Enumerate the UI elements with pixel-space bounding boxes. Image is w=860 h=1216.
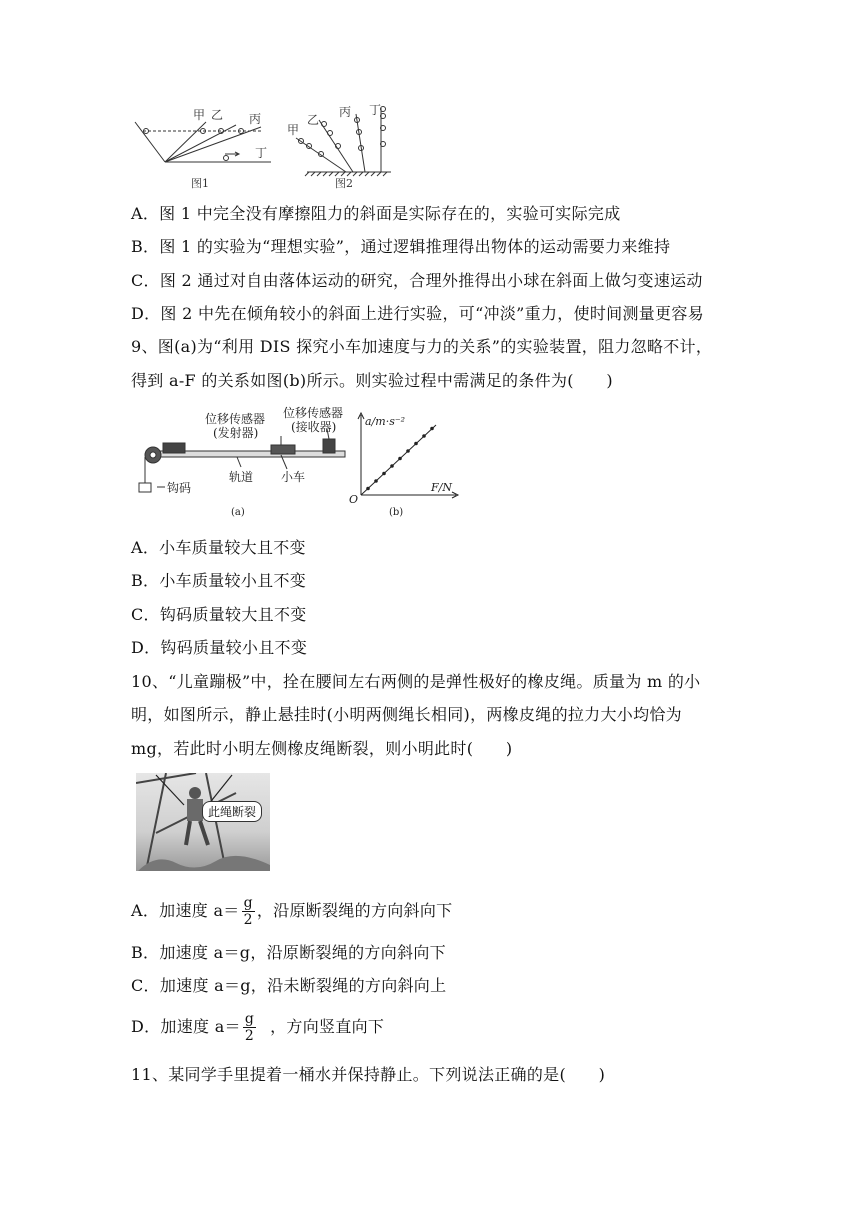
- graph-origin: O: [349, 493, 359, 506]
- fig2-label-ding: 丁: [369, 103, 382, 117]
- q8-option-d: D．图 2 中先在倾角较小的斜面上进行实验，可“冲淡”重力，使时间测量更容易: [131, 304, 704, 323]
- q9-option-d: D．钩码质量较小且不变: [131, 638, 308, 657]
- fraction-g-over-2: [242, 895, 255, 928]
- broken-rope-callout: 此绳断裂: [202, 801, 262, 822]
- fig1-label-bing: 丙: [249, 112, 262, 126]
- q8-option-a: A．图 1 中完全没有摩擦阻力的斜面是实际存在的，实验可实际完成: [131, 204, 621, 223]
- fraction-g-over-2: [243, 1011, 256, 1044]
- graph-y-label: a/m·s⁻²: [365, 415, 406, 428]
- fig1-caption: 图1: [191, 177, 209, 190]
- fraction-denominator: 2: [243, 912, 253, 928]
- figure-1: [135, 122, 271, 162]
- fig2-label-jia: 甲: [287, 123, 300, 137]
- hook-weight-label: 钩码: [167, 481, 192, 495]
- fig2-caption: 图2: [335, 177, 353, 190]
- q11-stem: 11、某同学手里提着一桶水并保持静止。下列说法正确的是( ): [131, 1065, 606, 1084]
- fig2-label-bing: 丙: [339, 105, 352, 119]
- q9-stem-line2: 得到 a-F 的关系如图(b)所示。则实验过程中需满足的条件为( ): [131, 371, 613, 390]
- q10-stem-line2: 明，如图所示，静止悬挂时(小明两侧绳长相同)，两橡皮绳的拉力大小均恰为: [131, 705, 682, 724]
- q10-option-c: C．加速度 a＝g，沿未断裂绳的方向斜向上: [131, 976, 447, 995]
- q9-figure: [131, 405, 461, 523]
- graph-x-label: F/N: [431, 481, 452, 494]
- caption-a: (a): [231, 507, 245, 518]
- q9-option-c: C．钩码质量较大且不变: [131, 605, 307, 624]
- fig1-label-yi: 乙: [211, 108, 224, 122]
- fraction-numerator: g: [243, 895, 253, 911]
- fig1-label-jia: 甲: [193, 108, 206, 122]
- q9-stem-line1: 9、图(a)为“利用 DIS 探究小车加速度与力的关系”的实验装置，阻力忽略不计，: [131, 337, 713, 356]
- q10-option-d-suffix: ，方向竖直向下: [270, 1017, 385, 1036]
- fraction-denominator: 2: [244, 1028, 255, 1044]
- fraction-numerator: g: [244, 1011, 255, 1027]
- sensor-emitter-label: 位移传感器: [205, 412, 266, 426]
- q10-option-b: B．加速度 a＝g，沿原断裂绳的方向斜向下: [131, 943, 446, 962]
- q8-option-b: B．图 1 的实验为“理想实验”，通过逻辑推理得出物体的运动需要力来维持: [131, 237, 671, 256]
- sensor-emitter-sub: (发射器): [213, 426, 259, 440]
- q10-option-a-prefix: A．加速度 a＝: [131, 901, 240, 920]
- galileo-figures: [131, 100, 401, 192]
- caption-b: (b): [389, 507, 404, 518]
- track-label: 轨道: [229, 470, 254, 484]
- q10-option-d-prefix: D．加速度 a＝: [131, 1017, 241, 1036]
- fig1-label-ding: 丁: [255, 146, 268, 160]
- q10-stem-line1: 10、“儿童蹦极”中，拴在腰间左右两侧的是弹性极好的橡皮绳。质量为 m 的小: [131, 672, 701, 691]
- q9-option-b: B．小车质量较小且不变: [131, 571, 307, 590]
- fig2-label-yi: 乙: [307, 113, 320, 127]
- cart-label: 小车: [281, 470, 306, 484]
- q10-option-a: [131, 892, 452, 930]
- q10-stem-line3: mg，若此时小明左侧橡皮绳断裂，则小明此时( ): [131, 739, 513, 758]
- sensor-receiver-label: 位移传感器: [283, 406, 344, 420]
- bungee-photo: [136, 773, 270, 871]
- q9-option-a: A．小车质量较大且不变: [131, 538, 306, 557]
- q8-option-c: C．图 2 通过对自由落体运动的研究，合理外推得出小球在斜面上做匀变速运动: [131, 271, 703, 290]
- sensor-receiver-sub: (接收器): [291, 420, 337, 434]
- q10-option-a-suffix: ，沿原断裂绳的方向斜向下: [256, 901, 453, 920]
- graph-b-points: [366, 427, 434, 491]
- q10-option-d: [131, 1008, 384, 1046]
